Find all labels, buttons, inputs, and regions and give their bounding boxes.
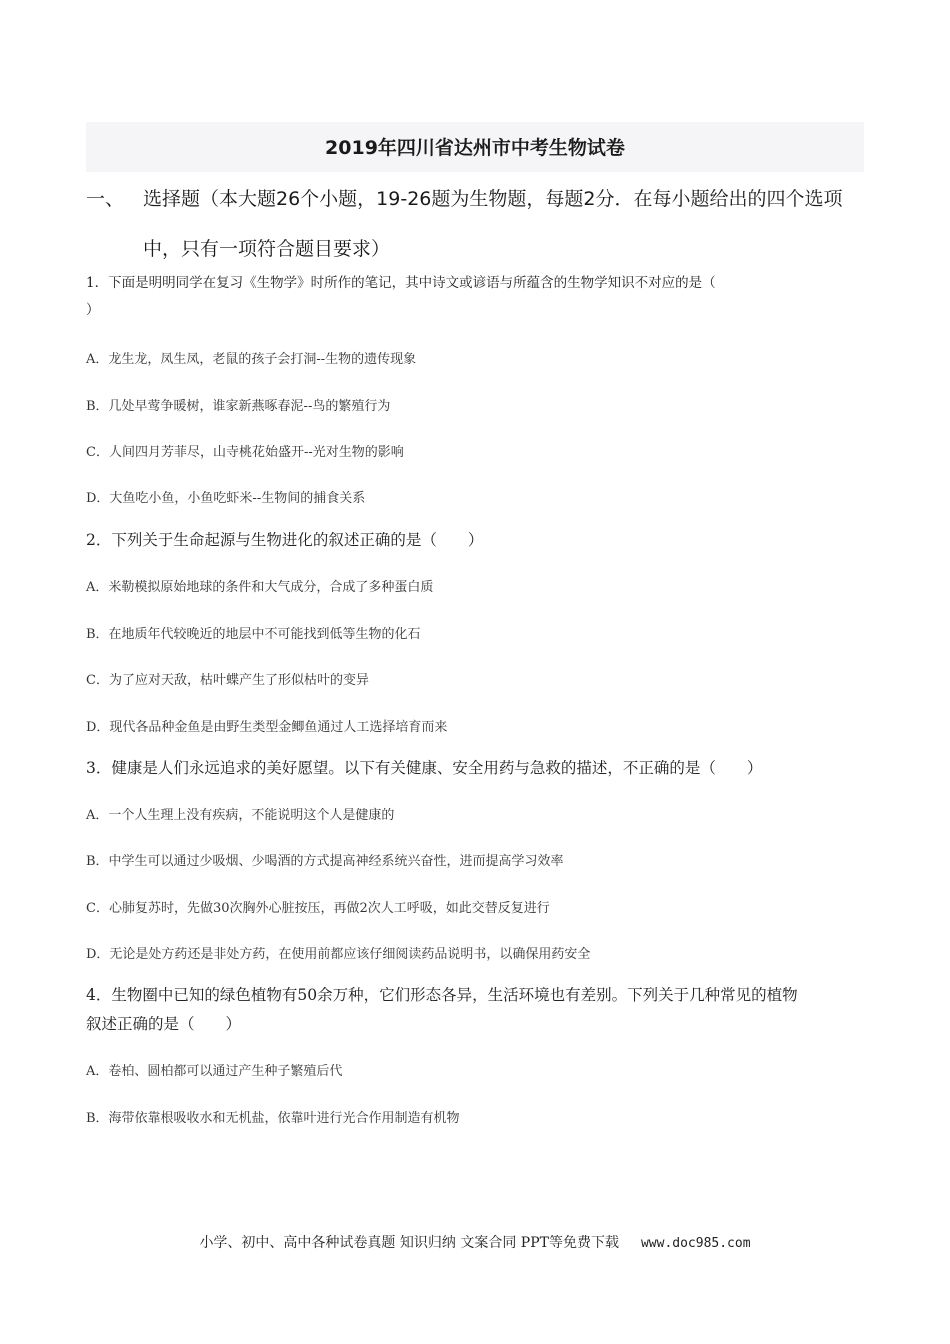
question-3-stem [86, 754, 866, 783]
question-2-stem [86, 526, 866, 555]
section-instructions-line2: 中，只有一项符合题目要求） [143, 238, 391, 260]
question-4-stem-line1: 4．生物圈中已知的绿色植物有50余万种，它们形态各异，生活环境也有差别。下列关于几种常见的植物 [86, 986, 798, 1004]
question-4-option-a: A．卷柏、圆柏都可以通过产生种子繁殖后代 [86, 1064, 343, 1079]
question-3-option-a: A．一个人生理上没有疾病，不能说明这个人是健康的 [86, 808, 395, 823]
question-1-stem-line2: ） [86, 302, 100, 318]
question-1-option-d: D．大鱼吃小鱼，小鱼吃虾米--生物间的捕食关系 [86, 491, 366, 506]
question-1-option-b: B．几处早莺争暖树，谁家新燕啄春泥--鸟的繁殖行为 [86, 399, 391, 414]
footer-url[interactable]: www.doc985.com [640, 1236, 751, 1251]
question-2-option-a: A．米勒模拟原始地球的条件和大气成分，合成了多种蛋白质 [86, 580, 434, 595]
question-1-stem [86, 270, 866, 324]
question-1-option-a: A．龙生龙，凤生凤，老鼠的孩子会打洞--生物的遗传现象 [86, 352, 417, 367]
question-2-stem-line1: 2．下列关于生命起源与生物进化的叙述正确的是（ ） [86, 531, 484, 549]
question-3-option-b: B．中学生可以通过少吸烟、少喝酒的方式提高神经系统兴奋性，进而提高学习效率 [86, 854, 564, 869]
section-instructions-line1: 选择题（本大题26个小题，19-26题为生物题，每题2分．在每小题给出的四个选项 [143, 188, 843, 210]
question-2-option-b: B．在地质年代较晚近的地层中不可能找到低等生物的化石 [86, 627, 421, 642]
footer-text: 小学、初中、高中各种试卷真题 知识归纳 文案合同 PPT等免费下载 [199, 1235, 619, 1251]
page-footer [0, 1232, 950, 1252]
question-3-option-d: D．无论是处方药还是非处方药，在使用前都应该仔细阅读药品说明书，以确保用药安全 [86, 947, 591, 962]
question-2-option-c: C．为了应对天敌，枯叶蝶产生了形似枯叶的变异 [86, 673, 369, 688]
question-4-stem-line2: 叙述正确的是（ ） [86, 1015, 242, 1033]
question-1-stem-line1: 1．下面是明明同学在复习《生物学》时所作的笔记，其中诗文或谚语与所蕴含的生物学知识不对应的是（ [86, 275, 716, 291]
question-4-option-b: B．海带依靠根吸收水和无机盐，依靠叶进行光合作用制造有机物 [86, 1111, 460, 1126]
question-1-option-c: C．人间四月芳菲尽，山寺桃花始盛开--光对生物的影响 [86, 445, 404, 460]
question-3-option-c: C．心肺复苏时，先做30次胸外心脏按压，再做2次人工呼吸，如此交替反复进行 [86, 901, 550, 916]
question-3-stem-line1: 3．健康是人们永远追求的美好愿望。以下有关健康、安全用药与急救的描述，不正确的是（ ） [86, 759, 763, 777]
page-title: 2019年四川省达州市中考生物试卷 [86, 122, 864, 172]
section-number: 一、 [86, 188, 125, 210]
question-2-option-d: D．现代各品种金鱼是由野生类型金鲫鱼通过人工选择培育而来 [86, 720, 448, 735]
question-4-stem [86, 981, 866, 1039]
